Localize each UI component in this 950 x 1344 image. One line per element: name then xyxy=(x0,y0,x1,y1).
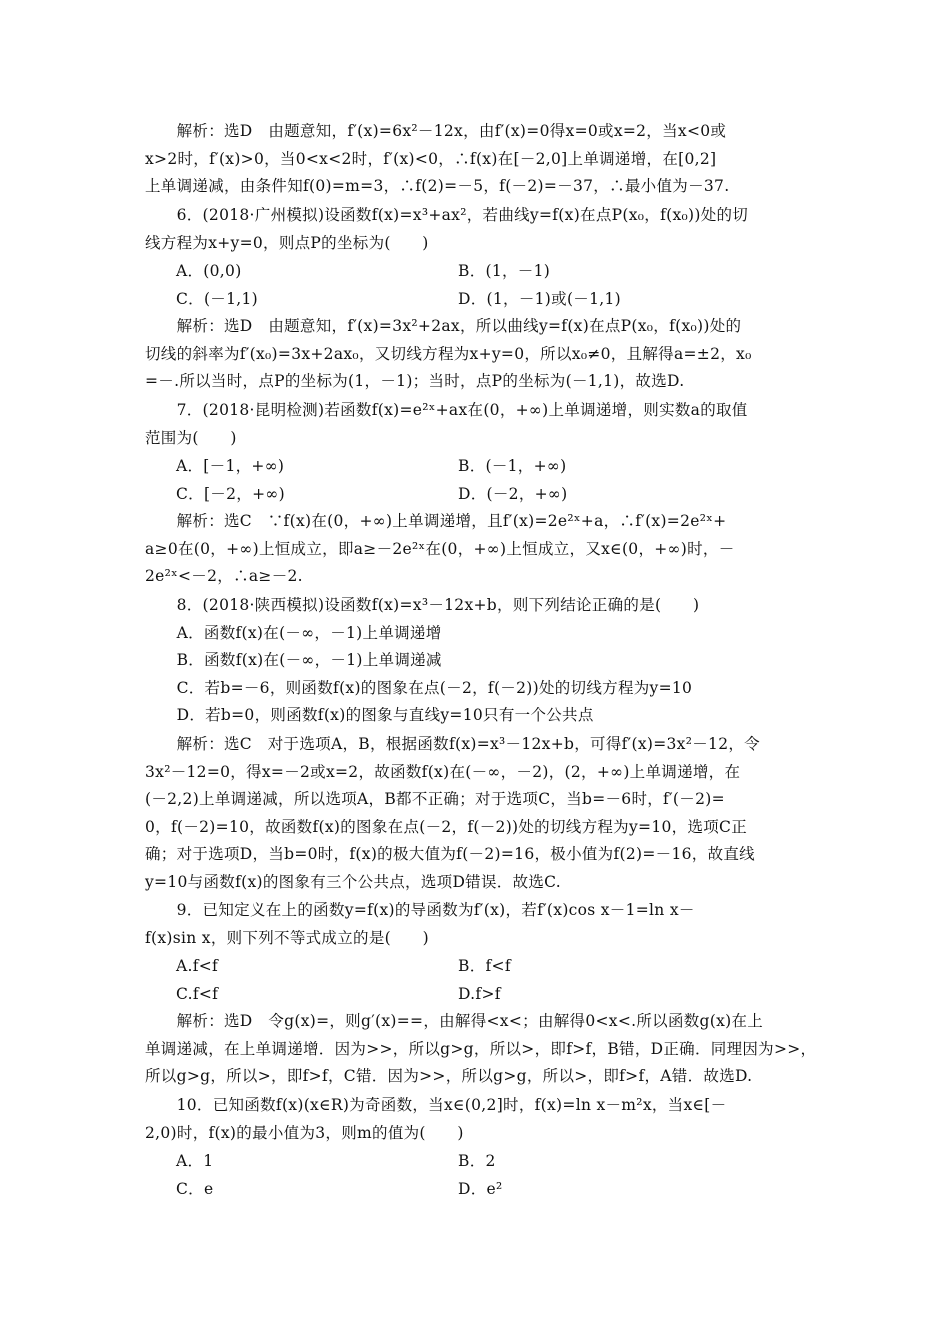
text-line: x>2时，f′(x)>0，当0<x<2时，f′(x)<0，∴f(x)在[－2,0]上单调递增，在[0,2] xyxy=(145,149,717,168)
text-line: 确；对于选项D，当b=0时，f(x)的极大值为f(－2)=16，极小值为f(2)=－16，故直线 xyxy=(145,845,755,864)
text-line: y=10与函数f(x)的图象有三个公共点，选项D错误．故选C. xyxy=(145,872,562,891)
text-line: B．函数f(x)在(－∞，－1)上单调递减 xyxy=(145,651,442,670)
text-line: 6．(2018·广州模拟)设函数f(x)=x³+ax²，若曲线y=f(x)在点P(x₀，f(x₀))处的切 xyxy=(145,206,749,224)
text-line: 所以g>g，所以>，即f>f，C错．因为>>，所以g>g，所以>，即f>f，A错．故选D. xyxy=(145,1067,753,1086)
answer-option-q10D: D．e² xyxy=(458,1180,503,1198)
answer-option-q6A: A．(0,0) xyxy=(176,262,242,280)
text-line: 8．(2018·陕西模拟)设函数f(x)=x³－12x+b，则下列结论正确的是( ) xyxy=(145,596,700,614)
text-line: 2,0)时，f(x)的最小值为3，则m的值为( ) xyxy=(145,1123,464,1142)
text-line: 上单调递减，由条件知f(0)=m=3，∴f(2)=－5，f(－2)=－37，∴最小值为－37. xyxy=(145,177,730,196)
text-line: 7．(2018·昆明检测)若函数f(x)=e²ˣ+ax在(0，+∞)上单调递增，则实数a的取值 xyxy=(145,401,748,419)
text-line: f(x)sin x，则下列不等式成立的是( ) xyxy=(145,928,429,947)
text-line: 解析：选D 由题意知，f′(x)=6x²－12x，由f′(x)=0得x=0或x=2，当x<0或 xyxy=(145,122,727,140)
question-q7 xyxy=(145,397,805,452)
solution-sol8 xyxy=(145,731,805,897)
solution-sol5 xyxy=(145,118,805,201)
answer-option-q7D: D．(－2，+∞) xyxy=(458,485,568,503)
text-line: (－2,2)上单调递减，所以选项A，B都不正确；对于选项C，当b=－6时，f′(－2)= xyxy=(145,790,725,809)
text-line: 切线的斜率为f′(x₀)=3x+2ax₀，又切线方程为x+y=0，所以x₀≠0，且解得a=±2，x₀ xyxy=(145,344,752,363)
text-line: a≥0在(0，+∞)上恒成立，即a≥－2e²ˣ在(0，+∞)上恒成立，又x∈(0，+∞)时，－ xyxy=(145,539,735,558)
question-q10 xyxy=(145,1092,805,1147)
text-line: 2e²ˣ<－2，∴a≥－2. xyxy=(145,567,303,586)
answer-option-q10A: A．1 xyxy=(176,1152,214,1170)
answer-option-q9B: B．f<f xyxy=(458,957,511,975)
answer-option-q10B: B．2 xyxy=(458,1152,496,1170)
answer-option-q6C: C．(－1,1) xyxy=(176,290,259,308)
solution-sol6 xyxy=(145,313,805,396)
answer-option-q9C: C.f<f xyxy=(176,985,219,1003)
text-line: 3x²－12=0，得x=－2或x=2，故函数f(x)在(－∞，－2)，(2，+∞)上单调递增，在 xyxy=(145,762,741,781)
question-q9 xyxy=(145,897,805,952)
solution-sol9 xyxy=(145,1008,817,1091)
answer-option-q6D: D．(1，－1)或(－1,1) xyxy=(458,290,621,308)
text-line: 解析：选C 对于选项A，B，根据函数f(x)=x³－12x+b，可得f′(x)=3x²－12，令 xyxy=(145,735,760,753)
answer-option-q6B: B．(1，－1) xyxy=(458,262,551,280)
text-line: 0，f(－2)=10，故函数f(x)的图象在点(－2，f(－2))处的切线方程为y=10，选项C正 xyxy=(145,817,748,836)
solution-sol7 xyxy=(145,508,805,591)
text-line: D．若b=0，则函数f(x)的图象与直线y=10只有一个公共点 xyxy=(145,706,594,725)
answer-option-q9D: D.f>f xyxy=(458,985,501,1003)
text-line: C．若b=－6，则函数f(x)的图象在点(－2，f(－2))处的切线方程为y=10 xyxy=(145,678,693,697)
answer-option-q7A: A．[－1，+∞) xyxy=(176,457,285,475)
text-line: 线方程为x+y=0，则点P的坐标为( ) xyxy=(145,233,429,252)
answer-option-q9A: A.f<f xyxy=(176,957,219,975)
answer-option-q7B: B．(－1，+∞) xyxy=(458,457,567,475)
text-line: 9．已知定义在上的函数y=f(x)的导函数为f′(x)，若f′(x)cos x－1=ln x－ xyxy=(145,901,695,919)
text-line: =－.所以当时，点P的坐标为(1，－1)；当时，点P的坐标为(－1,1)，故选D. xyxy=(145,372,685,391)
text-line: 解析：选D 令g(x)=，则g′(x)==，由解得<x<；由解得0<x<.所以函数g(x)在上 xyxy=(145,1012,764,1030)
text-line: 范围为( ) xyxy=(145,428,237,447)
text-line: 解析：选C ∵f(x)在(0，+∞)上单调递增，且f′(x)=2e²ˣ+a，∴f′(x)=2e²ˣ+ xyxy=(145,512,727,530)
answer-option-q7C: C．[－2，+∞) xyxy=(176,485,285,503)
text-line: 10．已知函数f(x)(x∈R)为奇函数，当x∈(0,2]时，f(x)=ln x－m²x，当x∈[－ xyxy=(145,1096,727,1114)
text-line: 解析：选D 由题意知，f′(x)=3x²+2ax，所以曲线y=f(x)在点P(x₀，f(x₀))处的 xyxy=(145,317,742,335)
question-q8 xyxy=(145,592,805,730)
text-line: A．函数f(x)在(－∞，－1)上单调递增 xyxy=(145,623,442,642)
answer-option-q10C: C．e xyxy=(176,1180,214,1198)
text-line: 单调递减，在上单调递增．因为>>，所以g>g，所以>，即f>f，B错，D正确．同理因为>>， xyxy=(145,1039,817,1058)
question-q6 xyxy=(145,202,805,257)
